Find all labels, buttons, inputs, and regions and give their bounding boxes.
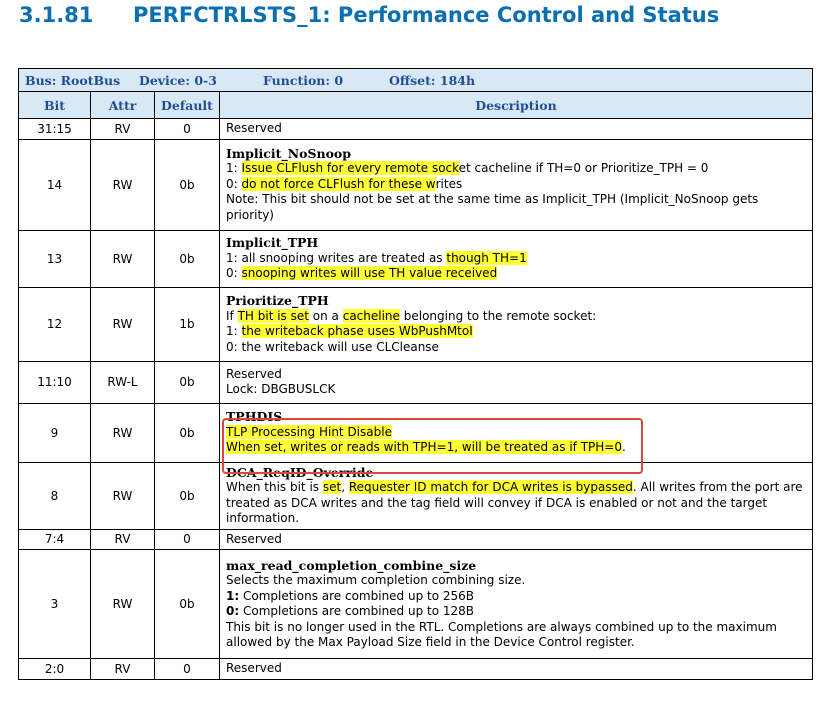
bit-cell: 8 [19, 462, 91, 529]
default-cell: 0b [155, 230, 220, 287]
attr-cell: RV [91, 659, 155, 680]
attr-cell: RW [91, 230, 155, 287]
default-cell: 0b [155, 462, 220, 529]
offset-label: Offset: 184h [389, 72, 476, 88]
desc-text: . All writes from the port are treated as DCA writes and the tag field will convey if DCA is enabled or not and the target information. [226, 480, 803, 525]
desc-line: Lock: DBGBUSLCK [226, 382, 336, 396]
desc-bold: 0: [226, 604, 240, 618]
bit-cell: 13 [19, 230, 91, 287]
desc-line: This bit is no longer used in the RTL. Completions are always combined up to the maximum allowed by the Max Payload Size field in the Device Control register. [226, 619, 777, 649]
table-row [19, 550, 813, 659]
desc-text: rites [435, 176, 463, 191]
desc-text: Reserved [226, 531, 282, 546]
field-name: Implicit_NoSnoop [226, 145, 351, 161]
desc-text: Reserved [226, 661, 282, 675]
desc-bold: 1: [226, 588, 240, 603]
highlighted-text: TLP Processing Hint Disable [226, 424, 392, 439]
attr-cell: RW [91, 403, 155, 462]
highlighted-text: do not force CLFlush for these w [241, 176, 436, 191]
attr-cell: RV [91, 529, 155, 550]
bit-cell: 12 [19, 287, 91, 361]
col-bit: Bit [19, 92, 91, 119]
highlighted-text: set [322, 480, 342, 494]
highlighted-text: the writeback phase uses WbPushMtoI [241, 324, 473, 338]
highlighted-text: TH bit is set [237, 308, 309, 323]
field-name: DCA_ReqID_Override [226, 464, 374, 480]
default-cell: 0 [155, 659, 220, 680]
desc-line [226, 266, 806, 282]
desc-text: , [341, 480, 349, 494]
desc-text: If [226, 308, 238, 323]
default-cell: 1b [155, 287, 220, 361]
default-cell: 0b [155, 550, 220, 659]
desc-text: et cacheline if TH=0 or Prioritize_TPH = 0 [458, 161, 709, 176]
highlighted-text: cacheline [342, 308, 400, 323]
bus-label: Bus: RootBus [25, 72, 121, 88]
table-row [19, 287, 813, 361]
bit-cell: 2:0 [19, 659, 91, 680]
desc-text: 0: [226, 176, 242, 191]
desc-text: Completions are combined up to 128B [239, 604, 475, 618]
section-heading [19, 3, 719, 27]
desc-line: Reserved [226, 366, 282, 381]
highlighted-text: Requester ID match for DCA writes is bypassed [348, 480, 633, 494]
table-row [19, 361, 813, 403]
bit-cell: 11:10 [19, 361, 91, 403]
table-row [19, 659, 813, 680]
bit-cell: 14 [19, 139, 91, 230]
desc-text: . [622, 440, 626, 455]
desc-line [226, 309, 806, 325]
desc-text: 1: all snooping writes are treated as [226, 250, 447, 265]
desc-line [226, 589, 806, 605]
bit-cell: 3 [19, 550, 91, 659]
field-name: TPHDIS [226, 409, 283, 425]
desc-line [226, 604, 806, 620]
desc-line [226, 251, 806, 267]
bit-cell: 31:15 [19, 119, 91, 140]
callout-box [222, 418, 643, 474]
description-cell [220, 139, 813, 230]
attr-cell: RW-L [91, 361, 155, 403]
description-cell [220, 119, 813, 140]
highlighted-text: When set, writes or reads with TPH=1, will be treated as if TPH=0 [226, 440, 622, 455]
bit-cell: 7:4 [19, 529, 91, 550]
device-label: Device: 0-3 [139, 72, 217, 88]
function-label: Function: 0 [263, 72, 344, 88]
field-name: max_read_completion_combine_size [226, 557, 477, 573]
default-cell: 0 [155, 529, 220, 550]
default-cell: 0 [155, 119, 220, 140]
desc-line [226, 177, 806, 193]
default-cell: 0b [155, 361, 220, 403]
table-row [19, 139, 813, 230]
desc-text: Completions are combined up to 256B [239, 588, 475, 603]
desc-text: 0: [226, 266, 242, 281]
col-attr: Attr [91, 92, 155, 119]
desc-line: 0: the writeback will use CLCleanse [226, 339, 439, 354]
description-cell [220, 550, 813, 659]
description-cell [220, 361, 813, 403]
desc-line [226, 324, 806, 340]
table-row [19, 529, 813, 550]
section-number: 3.1.81 [19, 3, 94, 27]
attr-cell: RW [91, 462, 155, 529]
description-cell [220, 287, 813, 361]
desc-text: 1: [226, 324, 242, 338]
register-table [18, 68, 813, 680]
description-cell [220, 659, 813, 680]
desc-note: Note: This bit should not be set at the same time as Implicit_TPH (Implicit_NoSnoop gets priority) [226, 192, 759, 222]
field-name: Implicit_TPH [226, 235, 319, 251]
desc-text: When this bit is [226, 480, 323, 494]
table-row [19, 230, 813, 287]
desc-text: Reserved [226, 121, 282, 135]
attr-cell: RV [91, 119, 155, 140]
bus-info-row [19, 69, 813, 92]
attr-cell: RW [91, 287, 155, 361]
column-header-row [19, 92, 813, 119]
bit-cell: 9 [19, 403, 91, 462]
attr-cell: RW [91, 139, 155, 230]
desc-line: Selects the maximum completion combining size. [226, 573, 526, 587]
highlighted-text: Issue CLFlush for every remote sock [241, 161, 459, 176]
desc-line [226, 480, 806, 527]
default-cell: 0b [155, 139, 220, 230]
desc-text: belonging to the remote socket: [399, 308, 597, 323]
highlighted-text: though TH=1 [446, 250, 527, 265]
col-default: Default [155, 92, 220, 119]
table-row [19, 119, 813, 140]
section-title: PERFCTRLSTS_1: Performance Control and Status [133, 3, 720, 27]
default-cell: 0b [155, 403, 220, 462]
bus-info [19, 69, 813, 92]
desc-text: on a [308, 308, 343, 323]
desc-text: 1: [226, 161, 242, 176]
desc-line [226, 161, 806, 177]
field-name: Prioritize_TPH [226, 293, 329, 308]
attr-cell: RW [91, 550, 155, 659]
description-cell [220, 529, 813, 550]
description-cell [220, 230, 813, 287]
highlighted-text: snooping writes will use TH value received [241, 266, 498, 281]
col-description: Description [220, 92, 813, 119]
